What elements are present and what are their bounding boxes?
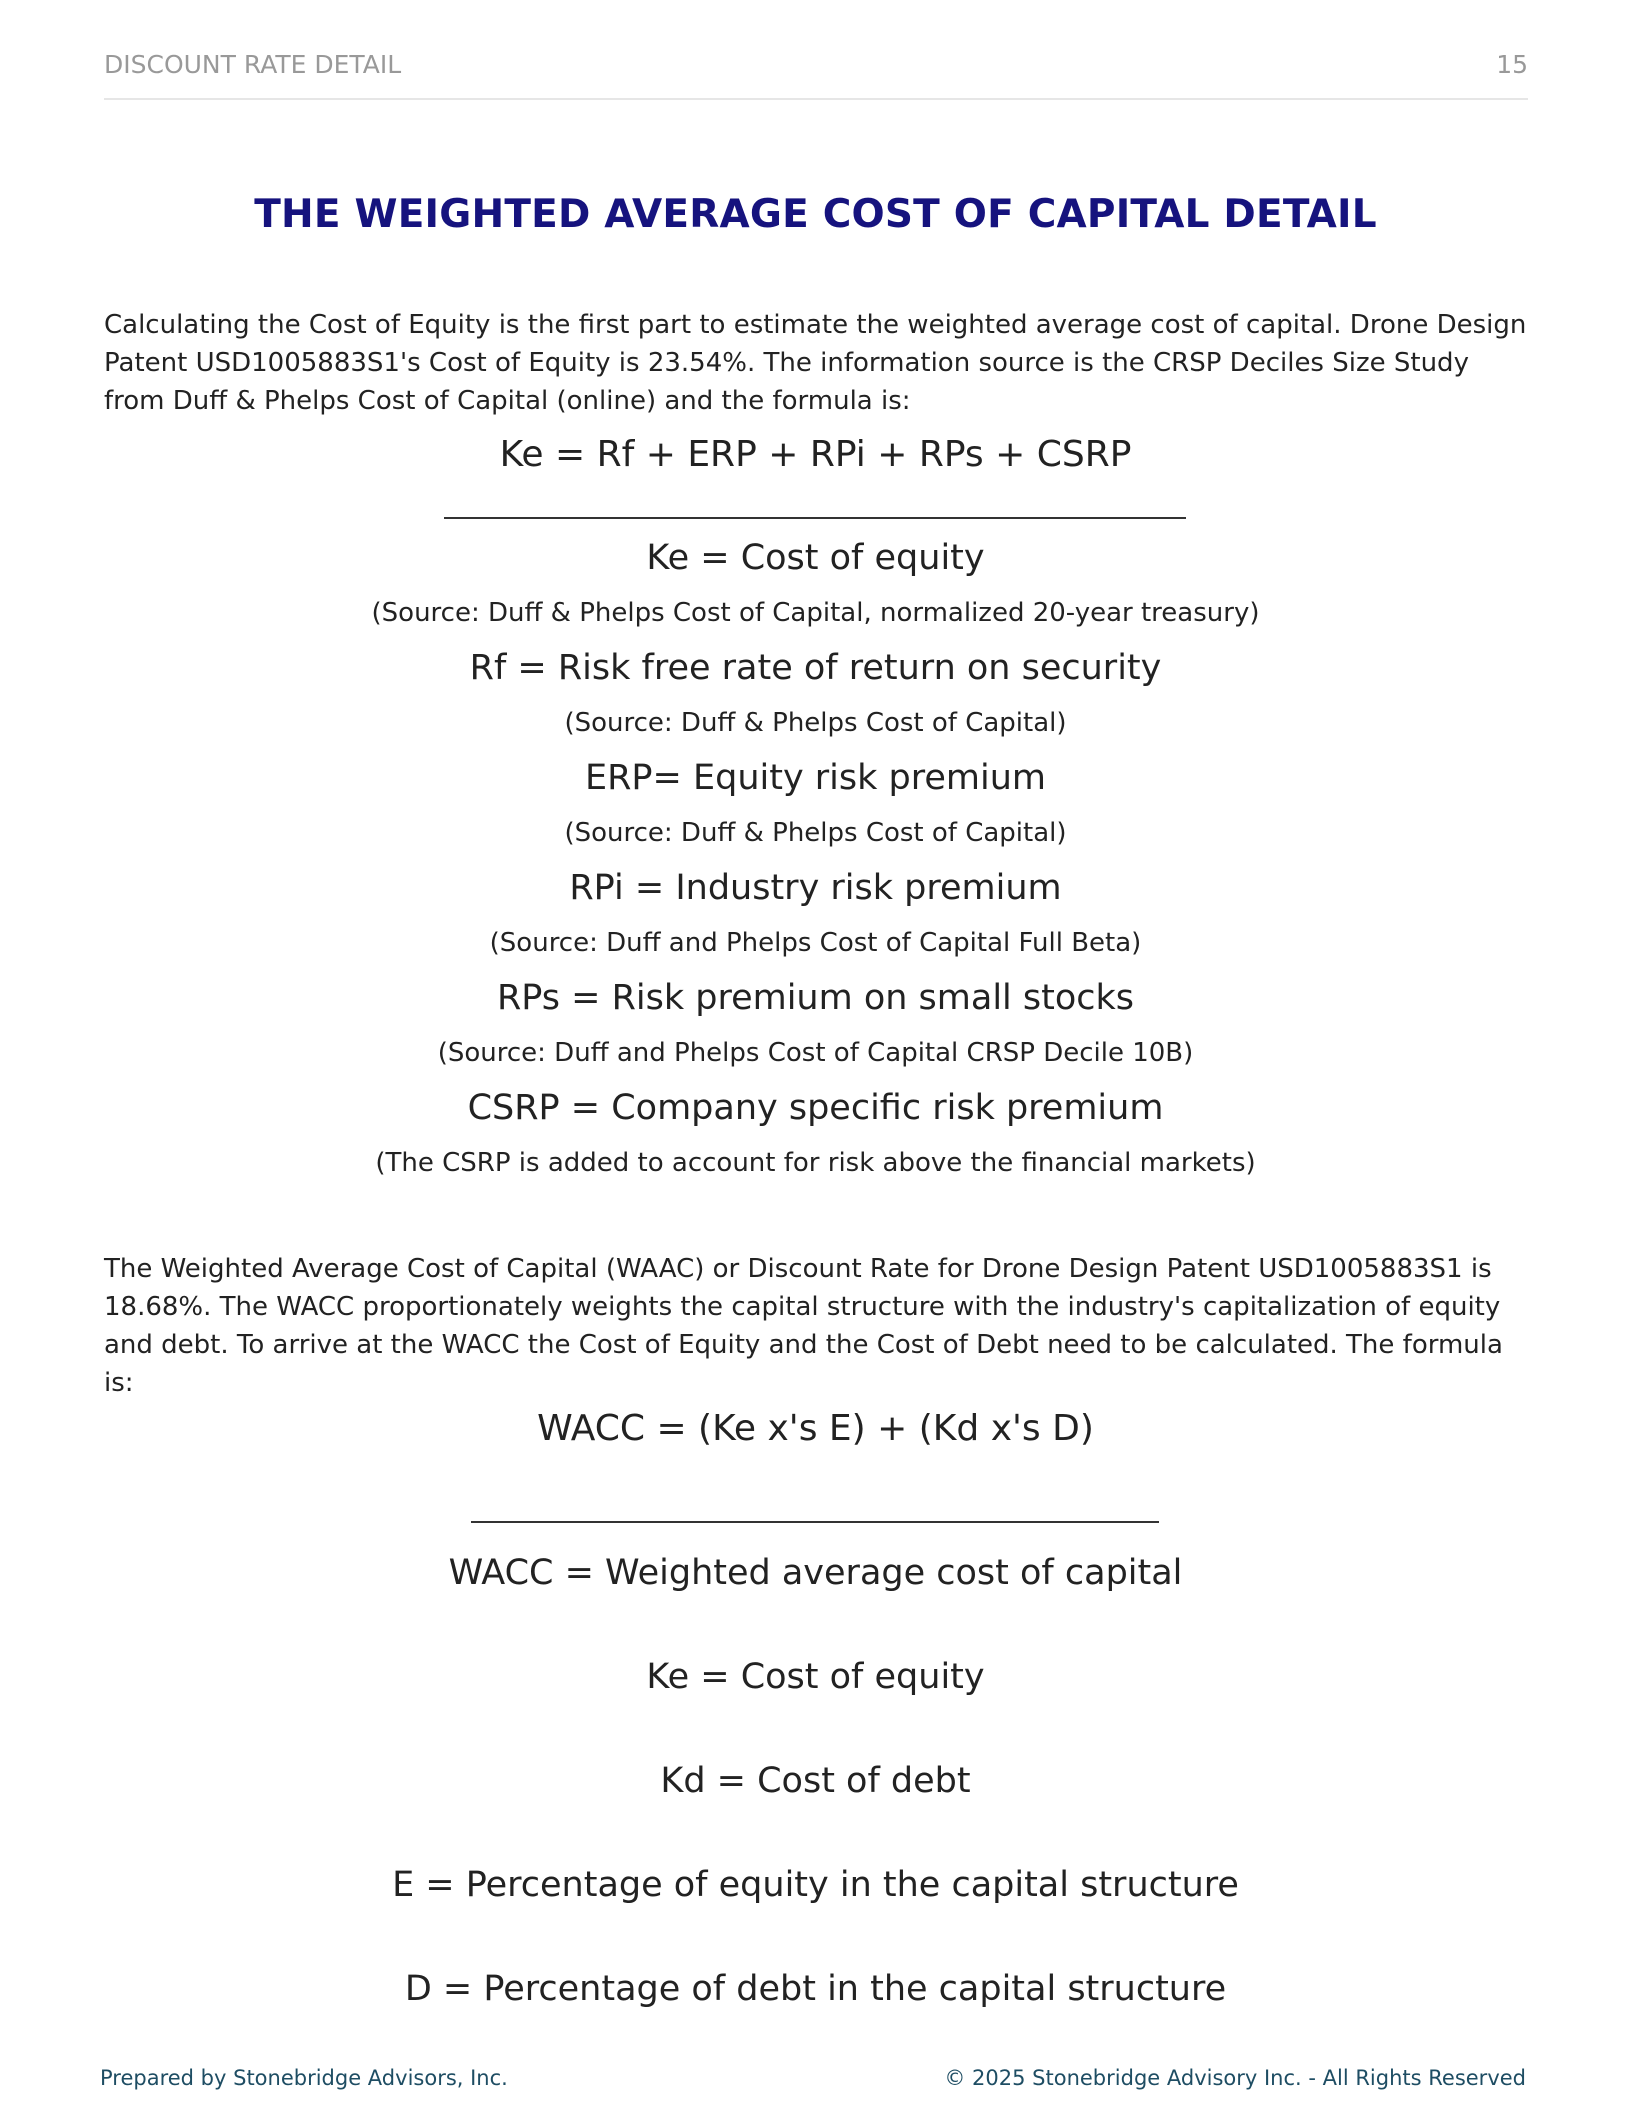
d-term-definition: D = Percentage of debt in the capital structure [404,1969,1227,2009]
page-number: 15 [1496,50,1528,79]
ke-term-definition: Ke = Cost of equity [646,538,985,578]
wacc-formula: WACC = (Ke x's E) + (Kd x's D) [537,1408,1094,1449]
header-title: DISCOUNT RATE DETAIL [104,50,402,79]
page-title: THE WEIGHTED AVERAGE COST OF CAPITAL DETAIL [254,192,1377,237]
wacc-formula-divider [471,1521,1159,1523]
footer-copyright: © 2025 Stonebridge Advisory Inc. - All Rights Reserved [944,2066,1526,2090]
kd-term-definition: Kd = Cost of debt [660,1761,971,1801]
wacc-term-definition: WACC = Weighted average cost of capital [448,1553,1183,1593]
rf-term-definition: Rf = Risk free rate of return on security [469,648,1162,688]
erp-term-definition: ERP= Equity risk premium [585,758,1046,798]
ke-formula-divider [444,517,1186,519]
csrp-term-source: (The CSRP is added to account for risk above the financial markets) [375,1148,1256,1178]
ke-formula: Ke = Rf + ERP + RPi + RPs + CSRP [499,434,1132,475]
cost-of-equity-intro: Calculating the Cost of Equity is the first part to estimate the weighted average cost of capital. Drone Design Patent USD1005883S1's Cost of Equity is 23.54%. The information source is the CRSP Deciles Size Study from Duff & Phelps Cost of Capital (online) and the formula is: [104,310,1527,416]
footer-prepared-by: Prepared by Stonebridge Advisors, Inc. [100,2066,508,2090]
header-divider [104,98,1528,100]
ke-term-definition: Ke = Cost of equity [646,1657,985,1697]
rps-term-definition: RPs = Risk premium on small stocks [496,978,1135,1018]
csrp-term-definition: CSRP = Company specific risk premium [467,1088,1164,1128]
e-term-definition: E = Percentage of equity in the capital structure [392,1865,1239,1905]
wacc-intro: The Weighted Average Cost of Capital (WAAC) or Discount Rate for Drone Design Patent USD1005883S1 is 18.68%. The WACC proportionately weights the capital structure with the industry's capitalization of equity and debt. To arrive at the WACC the Cost of Equity and the Cost of Debt need to be calculated. The formula is: [104,1254,1503,1398]
erp-term-source: (Source: Duff & Phelps Cost of Capital) [564,818,1067,848]
rf-term-source: (Source: Duff & Phelps Cost of Capital) [564,708,1067,738]
ke-term-source: (Source: Duff & Phelps Cost of Capital, normalized 20-year treasury) [371,598,1260,628]
rps-term-source: (Source: Duff and Phelps Cost of Capital CRSP Decile 10B) [437,1038,1194,1068]
rpi-term-source: (Source: Duff and Phelps Cost of Capital Full Beta) [489,928,1142,958]
rpi-term-definition: RPi = Industry risk premium [569,868,1062,908]
